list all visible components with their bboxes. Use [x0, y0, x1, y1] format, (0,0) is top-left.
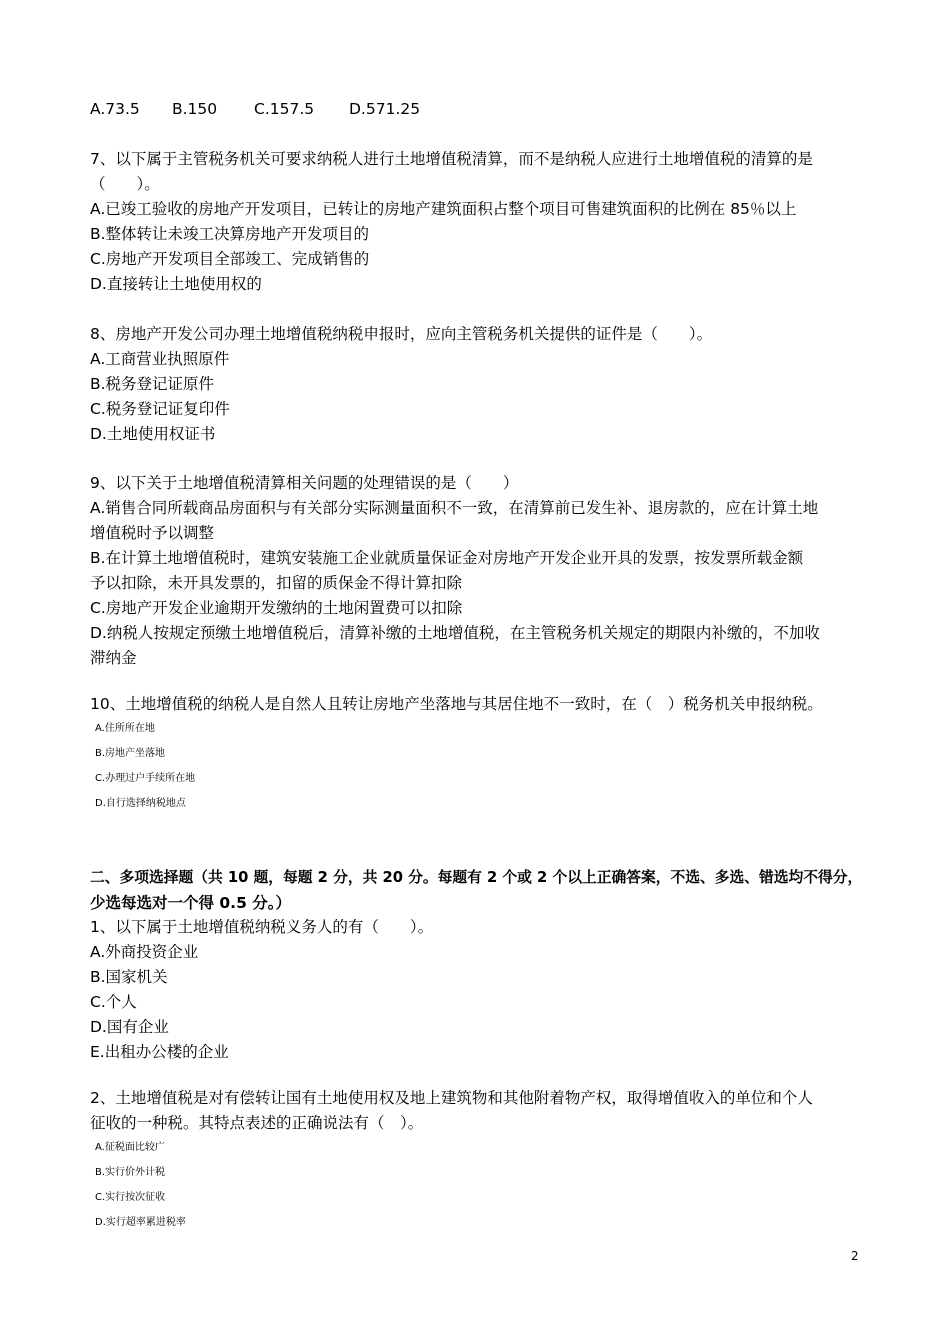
- q7-option-d: D.直接转让土地使用权的: [90, 275, 262, 293]
- mq2-option-d: D.实行超率累进税率: [95, 1217, 186, 1228]
- q8-stem: 8、房地产开发公司办理土地增值税纳税申报时，应向主管税务机关提供的证件是（ ）。: [90, 325, 713, 343]
- mq1-option-b: B.国家机关: [90, 968, 168, 986]
- section-heading: 二、多项选择题（共 10 题，每题 2 分，共 20 分。每题有 2 个或 2 个以上正确答案，不选、多选、错选均不得分，: [90, 869, 863, 886]
- mq2-option-c: C.实行按次征收: [95, 1192, 166, 1203]
- mq1-stem: 1、以下属于土地增值税纳税义务人的有（ ）。: [90, 918, 434, 936]
- option-c: C.157.5: [254, 100, 315, 118]
- mq1-option-e: E.出租办公楼的企业: [90, 1043, 229, 1061]
- q10-option-b: B.房地产坐落地: [95, 748, 166, 759]
- q9-stem: 9、以下关于土地增值税清算相关问题的处理错误的是（ ）: [90, 474, 519, 492]
- page-number: 2: [851, 1249, 859, 1263]
- mq1-option-d: D.国有企业: [90, 1018, 169, 1036]
- q7-stem: 7、以下属于主管税务机关可要求纳税人进行土地增值税清算，而不是纳税人应进行土地增值税的清算的是: [90, 150, 813, 168]
- q10-option-a: A.住所所在地: [95, 723, 155, 734]
- q9-option-d-cont: 滞纳金: [90, 649, 137, 667]
- q7-option-a: A.已竣工验收的房地产开发项目，已转让的房地产建筑面积占整个项目可售建筑面积的比例在 85％以上: [90, 200, 797, 218]
- option-b: B.150: [172, 100, 218, 118]
- mq1-option-c: C.个人: [90, 993, 137, 1011]
- q9-option-c: C.房地产开发企业逾期开发缴纳的土地闲置费可以扣除: [90, 599, 463, 617]
- q8-option-b: B.税务登记证原件: [90, 375, 215, 393]
- q8-option-a: A.工商营业执照原件: [90, 350, 230, 368]
- q7-option-c: C.房地产开发项目全部竣工、完成销售的: [90, 250, 370, 268]
- option-a: A.73.5: [90, 100, 140, 118]
- q9-option-b-cont: 予以扣除，未开具发票的，扣留的质保金不得计算扣除: [90, 574, 463, 592]
- q10-option-d: D.自行选择纳税地点: [95, 798, 186, 809]
- mq2-stem-cont: 征收的一种税。其特点表述的正确说法有（ ）。: [90, 1114, 424, 1132]
- option-d: D.571.25: [349, 100, 421, 118]
- mq2-option-b: B.实行价外计税: [95, 1167, 166, 1178]
- q7-stem-cont: （ ）。: [90, 175, 160, 193]
- q9-option-b: B.在计算土地增值税时，建筑安装施工企业就质量保证金对房地产开发企业开具的发票，按发票所载金额: [90, 549, 804, 567]
- q9-option-a-cont: 增值税时予以调整: [90, 524, 215, 542]
- q10-stem: 10、土地增值税的纳税人是自然人且转让房地产坐落地与其居住地不一致时，在（ ）税务机关申报纳税。: [90, 695, 823, 713]
- q9-option-d: D.纳税人按规定预缴土地增值税后，清算补缴的土地增值税，在主管税务机关规定的期限内补缴的，不加收: [90, 624, 820, 642]
- q8-option-d: D.土地使用权证书: [90, 425, 216, 443]
- mq1-option-a: A.外商投资企业: [90, 943, 199, 961]
- q9-option-a: A.销售合同所载商品房面积与有关部分实际测量面积不一致，在清算前已发生补、退房款的，应在计算土地: [90, 499, 819, 517]
- q7-option-b: B.整体转让未竣工决算房地产开发项目的: [90, 225, 370, 243]
- mq2-option-a: A.征税面比较广: [95, 1142, 165, 1153]
- q8-option-c: C.税务登记证复印件: [90, 400, 230, 418]
- prev-question-options: [90, 97, 870, 121]
- q10-option-c: C.办理过户手续所在地: [95, 773, 196, 784]
- mq2-stem: 2、土地增值税是对有偿转让国有土地使用权及地上建筑物和其他附着物产权，取得增值收入的单位和个人: [90, 1089, 813, 1107]
- section-heading-cont: 少选每选对一个得 0.5 分。）: [90, 894, 292, 912]
